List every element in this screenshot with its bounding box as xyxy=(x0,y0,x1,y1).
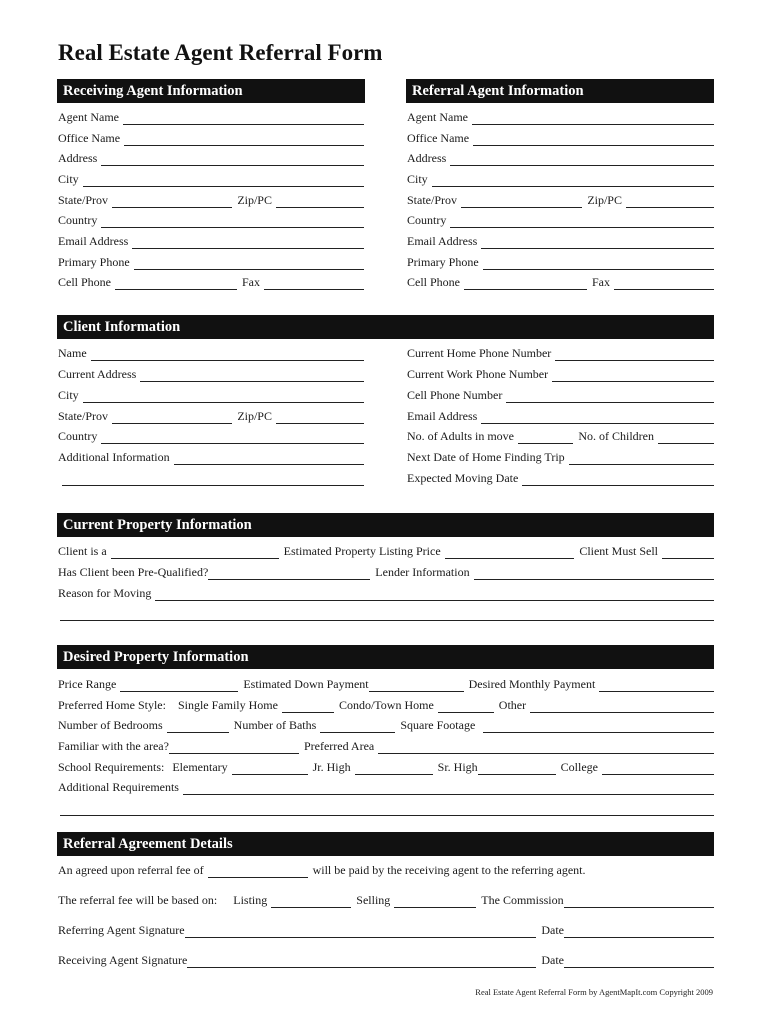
client-next-trip-field[interactable] xyxy=(569,453,714,465)
field-label: Estimated Property Listing Price xyxy=(283,544,441,558)
field-label: Client is a xyxy=(58,544,107,558)
client-adults-field[interactable] xyxy=(518,432,573,444)
receiving-office-name-row xyxy=(58,130,364,146)
client-address-row xyxy=(58,366,364,382)
reason-for-moving-field[interactable] xyxy=(155,589,714,601)
referral-fax-field[interactable] xyxy=(614,278,714,290)
referral-cell-phone-field[interactable] xyxy=(464,278,587,290)
client-home-phone-row xyxy=(407,345,714,361)
preferred-area-field[interactable] xyxy=(378,742,714,754)
field-label: Familiar with the area? xyxy=(58,739,169,753)
receiving-agent-header: Receiving Agent Information xyxy=(57,79,365,103)
referral-fee-row xyxy=(58,862,714,878)
field-label: Primary Phone xyxy=(407,255,479,269)
baths-field[interactable] xyxy=(320,721,395,733)
field-label: Address xyxy=(58,151,98,165)
referral-address-field[interactable] xyxy=(450,154,714,166)
client-cell-phone-row xyxy=(407,387,714,403)
field-label: Reason for Moving xyxy=(58,586,152,600)
client-home-phone-field[interactable] xyxy=(555,349,714,361)
receiving-office-name-field[interactable] xyxy=(124,134,364,146)
client-moving-date-field[interactable] xyxy=(522,474,714,486)
referral-office-name-field[interactable] xyxy=(473,134,714,146)
client-info-header: Client Information xyxy=(57,315,714,339)
receiving-country-row xyxy=(58,212,364,228)
receiving-signature-row xyxy=(58,952,714,968)
desired-property-header: Desired Property Information xyxy=(57,645,714,669)
field-label: Country xyxy=(58,429,98,443)
referring-signature-field[interactable] xyxy=(185,926,537,938)
field-label: Number of Baths xyxy=(233,718,317,732)
prequalified-field[interactable] xyxy=(208,568,370,580)
field-label: Date xyxy=(541,953,564,967)
field-label: Elementary xyxy=(172,760,228,774)
additional-requirements-row xyxy=(58,779,714,795)
receiving-cell-fax-row xyxy=(58,274,364,290)
receiving-email-field[interactable] xyxy=(132,237,364,249)
rooms-row xyxy=(58,717,714,733)
field-label: Receiving Agent Signature xyxy=(58,953,188,967)
client-cell-phone-field[interactable] xyxy=(506,391,714,403)
client-name-field[interactable] xyxy=(91,349,364,361)
sr-high-field[interactable] xyxy=(478,763,556,775)
client-additional-info-field-2[interactable] xyxy=(62,474,364,486)
field-label: Has Client been Pre-Qualified? xyxy=(58,565,209,579)
field-label: Client Must Sell xyxy=(579,544,658,558)
field-label: Preferred Home Style: xyxy=(58,698,166,712)
must-sell-field[interactable] xyxy=(662,547,714,559)
current-property-row-2 xyxy=(58,564,714,580)
field-label: Fax xyxy=(242,275,260,289)
additional-requirements-row-2 xyxy=(60,800,714,816)
referral-city-field[interactable] xyxy=(432,175,714,187)
additional-requirements-field-2[interactable] xyxy=(60,804,714,816)
receiving-city-row xyxy=(58,171,364,187)
client-household-row xyxy=(407,428,714,444)
referring-date-field[interactable] xyxy=(564,926,714,938)
fee-basis-row xyxy=(58,892,714,908)
listing-field[interactable] xyxy=(271,896,351,908)
field-label: No. of Children xyxy=(578,429,654,443)
client-additional-info-row-2 xyxy=(62,470,364,486)
desired-price-row xyxy=(58,676,714,692)
field-label: Referring Agent Signature xyxy=(58,923,185,937)
referral-city-row xyxy=(407,171,714,187)
field-label: Selling xyxy=(356,893,391,907)
receiving-country-field[interactable] xyxy=(101,216,364,228)
client-city-row xyxy=(58,387,364,403)
current-property-header: Current Property Information xyxy=(57,513,714,537)
referral-country-field[interactable] xyxy=(450,216,714,228)
referral-agent-header: Referral Agent Information xyxy=(406,79,714,103)
square-footage-field[interactable] xyxy=(483,721,714,733)
receiving-city-field[interactable] xyxy=(83,175,364,187)
college-field[interactable] xyxy=(602,763,714,775)
field-label: Square Footage xyxy=(400,718,476,732)
receiving-primary-phone-row xyxy=(58,254,364,270)
field-label: Other xyxy=(498,698,527,712)
client-city-field[interactable] xyxy=(83,391,364,403)
receiving-state-field[interactable] xyxy=(112,196,232,208)
receiving-state-zip-row xyxy=(58,192,364,208)
receiving-cell-phone-field[interactable] xyxy=(115,278,237,290)
monthly-payment-field[interactable] xyxy=(599,680,714,692)
field-label: Single Family Home xyxy=(177,698,278,712)
bedrooms-field[interactable] xyxy=(167,721,229,733)
field-label: Agent Name xyxy=(407,110,468,124)
referring-signature-row xyxy=(58,922,714,938)
field-label: An agreed upon referral fee of xyxy=(58,863,204,877)
client-country-field[interactable] xyxy=(101,432,364,444)
receiving-address-row xyxy=(58,150,364,166)
receiving-signature-field[interactable] xyxy=(187,956,536,968)
field-label: Date xyxy=(541,923,564,937)
field-label: Zip/PC xyxy=(237,193,272,207)
field-label: Sr. High xyxy=(437,760,478,774)
field-label: State/Prov xyxy=(407,193,457,207)
client-name-row xyxy=(58,345,364,361)
field-label: Jr. High xyxy=(312,760,351,774)
field-label: will be paid by the receiving agent to the referring agent. xyxy=(312,863,586,877)
client-additional-info-field[interactable] xyxy=(174,453,364,465)
referral-fee-field[interactable] xyxy=(208,866,308,878)
client-type-field[interactable] xyxy=(111,547,279,559)
client-work-phone-row xyxy=(407,366,714,382)
field-label: City xyxy=(58,172,79,186)
field-label: The Commission xyxy=(481,893,564,907)
field-label: Expected Moving Date xyxy=(407,471,519,485)
reason-for-moving-row-2 xyxy=(60,605,714,621)
field-label: Desired Monthly Payment xyxy=(468,677,596,691)
receiving-fax-field[interactable] xyxy=(264,278,364,290)
field-label: Condo/Town Home xyxy=(338,698,434,712)
receiving-primary-phone-field[interactable] xyxy=(134,258,364,270)
field-label: Cell Phone xyxy=(407,275,460,289)
client-moving-date-row xyxy=(407,470,714,486)
client-zip-field[interactable] xyxy=(276,412,364,424)
field-label: Cell Phone Number xyxy=(407,388,503,402)
referral-state-zip-row xyxy=(407,192,714,208)
field-label: Additional Requirements xyxy=(58,780,179,794)
referral-email-row xyxy=(407,233,714,249)
field-label: City xyxy=(407,172,428,186)
home-style-row xyxy=(58,697,714,713)
field-label: Next Date of Home Finding Trip xyxy=(407,450,565,464)
client-email-field[interactable] xyxy=(481,412,714,424)
field-label: Price Range xyxy=(58,677,117,691)
field-label: Current Address xyxy=(58,367,137,381)
field-label: Primary Phone xyxy=(58,255,130,269)
field-label: Current Home Phone Number xyxy=(407,346,552,360)
referral-primary-phone-row xyxy=(407,254,714,270)
reason-for-moving-row xyxy=(58,585,714,601)
field-label: Preferred Area xyxy=(303,739,375,753)
referral-agent-name-field[interactable] xyxy=(472,113,714,125)
field-label: No. of Adults in move xyxy=(407,429,514,443)
client-work-phone-field[interactable] xyxy=(552,370,714,382)
referral-zip-field[interactable] xyxy=(626,196,714,208)
client-additional-info-row xyxy=(58,449,364,465)
single-family-field[interactable] xyxy=(282,701,334,713)
receiving-address-field[interactable] xyxy=(101,154,364,166)
field-label: Cell Phone xyxy=(58,275,111,289)
field-label: Address xyxy=(407,151,447,165)
field-label: Current Work Phone Number xyxy=(407,367,549,381)
other-style-field[interactable] xyxy=(530,701,714,713)
jr-high-field[interactable] xyxy=(355,763,433,775)
receiving-agent-name-field[interactable] xyxy=(123,113,364,125)
price-range-field[interactable] xyxy=(120,680,238,692)
commission-field[interactable] xyxy=(564,896,714,908)
field-label: State/Prov xyxy=(58,193,108,207)
field-label: Name xyxy=(58,346,87,360)
client-country-row xyxy=(58,428,364,444)
school-row xyxy=(58,759,714,775)
referral-primary-phone-field[interactable] xyxy=(483,258,714,270)
field-label: Number of Bedrooms xyxy=(58,718,163,732)
condo-field[interactable] xyxy=(438,701,494,713)
client-next-trip-row xyxy=(407,449,714,465)
client-children-field[interactable] xyxy=(658,432,714,444)
additional-requirements-field[interactable] xyxy=(183,783,714,795)
form-title: Real Estate Agent Referral Form xyxy=(58,40,383,65)
referral-email-field[interactable] xyxy=(481,237,714,249)
field-label: Office Name xyxy=(58,131,121,145)
field-label: Country xyxy=(58,213,98,227)
field-label: Email Address xyxy=(58,234,129,248)
agreement-header: Referral Agreement Details xyxy=(57,832,714,856)
field-label: Email Address xyxy=(407,234,478,248)
client-state-zip-row xyxy=(58,408,364,424)
field-label: Fax xyxy=(592,275,610,289)
current-property-row-1 xyxy=(58,543,714,559)
referral-country-row xyxy=(407,212,714,228)
referral-address-row xyxy=(407,150,714,166)
field-label: Email Address xyxy=(407,409,478,423)
referral-state-field[interactable] xyxy=(461,196,582,208)
receiving-zip-field[interactable] xyxy=(276,196,364,208)
field-label: Agent Name xyxy=(58,110,119,124)
footer-copyright: Real Estate Agent Referral Form by AgentMapIt.com Copyright 2009 xyxy=(475,987,713,997)
elementary-field[interactable] xyxy=(232,763,308,775)
area-row xyxy=(58,738,714,754)
field-label: Lender Information xyxy=(375,565,470,579)
referral-agent-name-row xyxy=(407,109,714,125)
referral-office-name-row xyxy=(407,130,714,146)
receiving-email-row xyxy=(58,233,364,249)
client-address-field[interactable] xyxy=(140,370,364,382)
client-email-row xyxy=(407,408,714,424)
field-label: Office Name xyxy=(407,131,470,145)
field-label: College xyxy=(560,760,598,774)
referral-cell-fax-row xyxy=(407,274,714,290)
reason-for-moving-field-2[interactable] xyxy=(60,609,714,621)
client-state-field[interactable] xyxy=(112,412,232,424)
field-label: Zip/PC xyxy=(587,193,622,207)
field-label: Country xyxy=(407,213,447,227)
field-label: The referral fee will be based on: xyxy=(58,893,218,907)
field-label: State/Prov xyxy=(58,409,108,423)
selling-field[interactable] xyxy=(394,896,476,908)
field-label: Additional Information xyxy=(58,450,170,464)
field-label: Estimated Down Payment xyxy=(243,677,369,691)
field-label: Zip/PC xyxy=(237,409,272,423)
field-label: Listing xyxy=(233,893,268,907)
receiving-agent-name-row xyxy=(58,109,364,125)
receiving-date-field[interactable] xyxy=(564,956,714,968)
field-label: School Requirements: xyxy=(58,760,165,774)
down-payment-field[interactable] xyxy=(369,680,464,692)
familiar-field[interactable] xyxy=(169,742,299,754)
listing-price-field[interactable] xyxy=(445,547,575,559)
lender-field[interactable] xyxy=(474,568,714,580)
field-label: City xyxy=(58,388,79,402)
